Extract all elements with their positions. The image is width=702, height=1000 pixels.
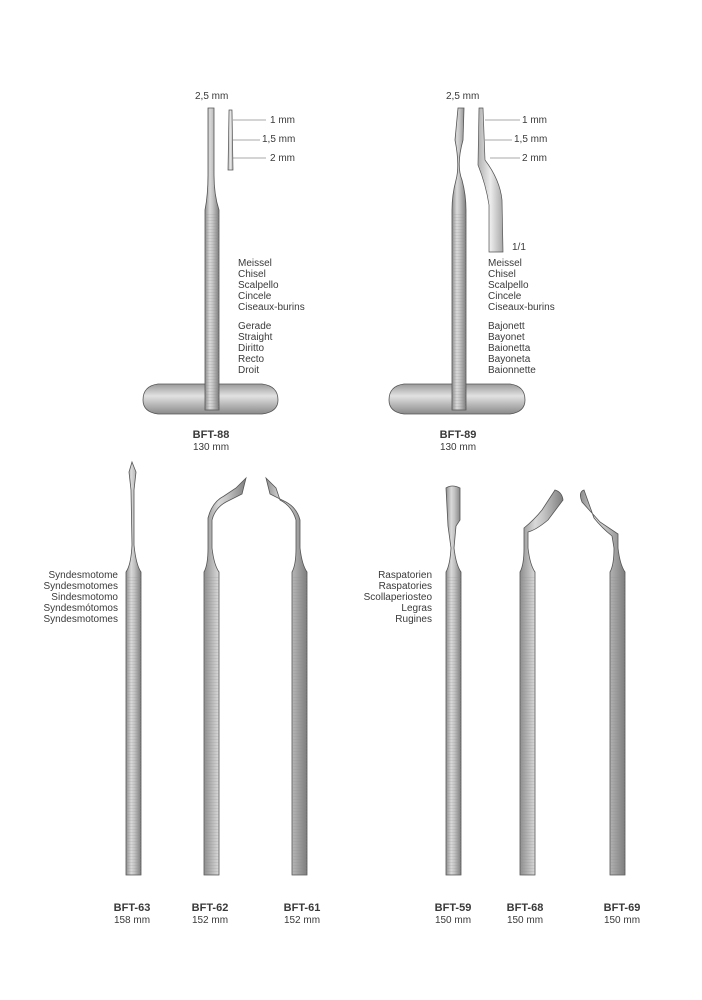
raspatory-names bbox=[332, 570, 432, 625]
raspatory-name: Scollaperiosteo bbox=[363, 592, 432, 603]
bft-59-length: 150 mm bbox=[434, 915, 472, 926]
type-name: Meissel bbox=[488, 258, 522, 269]
bft-69-length: 150 mm bbox=[603, 915, 641, 926]
bft-89-scale: 1/1 bbox=[512, 242, 526, 253]
bft-59-illustration bbox=[446, 486, 461, 875]
bft-68-illustration bbox=[520, 490, 563, 875]
bft-63-length: 158 mm bbox=[113, 915, 151, 926]
bft-68-code: BFT-68 bbox=[506, 902, 544, 914]
type-name: Scalpello bbox=[238, 280, 279, 291]
bft-89-width-label: 2,5 mm bbox=[446, 91, 480, 102]
type-name: Meissel bbox=[238, 258, 272, 269]
type-name: Ciseaux-burins bbox=[238, 302, 305, 313]
bft-89-length: 130 mm bbox=[439, 442, 477, 453]
bft-88-depth-3: 2 mm bbox=[270, 153, 295, 164]
shape-name: Baionetta bbox=[488, 343, 531, 354]
type-name: Scalpello bbox=[488, 280, 529, 291]
bft-88-width-label: 2,5 mm bbox=[195, 91, 229, 102]
type-name: Cincele bbox=[238, 291, 272, 302]
type-name: Ciseaux-burins bbox=[488, 302, 555, 313]
bft-61-code: BFT-61 bbox=[283, 902, 321, 914]
bft-89-depth-2: 1,5 mm bbox=[514, 134, 548, 145]
bft-61-illustration bbox=[266, 478, 307, 875]
shape-name: Recto bbox=[238, 354, 265, 365]
syndesmotome-name: Syndesmotome bbox=[48, 570, 118, 581]
shape-name: Droit bbox=[238, 365, 260, 376]
bft-68-length: 150 mm bbox=[506, 915, 544, 926]
bft-62-code: BFT-62 bbox=[191, 902, 229, 914]
syndesmotome-name: Syndesmótomos bbox=[43, 603, 118, 614]
bft-89-code: BFT-89 bbox=[439, 429, 477, 441]
bft-88-code: BFT-88 bbox=[192, 429, 230, 441]
bft-59-code: BFT-59 bbox=[434, 902, 472, 914]
bft-88-length: 130 mm bbox=[192, 442, 230, 453]
bft-89-shape-names bbox=[488, 321, 536, 376]
shape-name: Bajonett bbox=[488, 321, 525, 332]
type-name: Chisel bbox=[488, 269, 516, 280]
bft-88-type-names bbox=[238, 258, 305, 313]
bft-63-code: BFT-63 bbox=[113, 902, 151, 914]
bft-62-illustration bbox=[204, 478, 246, 875]
raspatory-name: Rugines bbox=[395, 614, 432, 625]
syndesmotome-name: Syndesmotomes bbox=[43, 614, 118, 625]
shape-name: Straight bbox=[238, 332, 273, 343]
bft-88-shape-names bbox=[238, 321, 272, 376]
syndesmotome-names bbox=[18, 570, 118, 625]
bft-63-illustration bbox=[126, 462, 141, 875]
shape-name: Bayonet bbox=[488, 332, 525, 343]
type-name: Chisel bbox=[238, 269, 266, 280]
shape-name: Diritto bbox=[238, 343, 265, 354]
bft-62-length: 152 mm bbox=[191, 915, 229, 926]
bft-89-depth-1: 1 mm bbox=[522, 115, 547, 126]
bft-88-depth-2: 1,5 mm bbox=[262, 134, 296, 145]
type-name: Cincele bbox=[488, 291, 522, 302]
bft-61-length: 152 mm bbox=[283, 915, 321, 926]
shape-name: Bayoneta bbox=[488, 354, 531, 365]
shape-name: Gerade bbox=[238, 321, 272, 332]
raspatory-name: Raspatories bbox=[378, 581, 432, 592]
syndesmotome-name: Syndesmotomes bbox=[43, 581, 118, 592]
shape-name: Baionnette bbox=[488, 365, 536, 376]
bft-69-code: BFT-69 bbox=[603, 902, 641, 914]
bft-69-illustration bbox=[580, 490, 625, 875]
bft-89-type-names bbox=[488, 258, 555, 313]
raspatory-name: Raspatorien bbox=[378, 570, 432, 581]
bft-89-depth-3: 2 mm bbox=[522, 153, 547, 164]
bft-88-depth-1: 1 mm bbox=[270, 115, 295, 126]
syndesmotome-name: Sindesmotomo bbox=[51, 592, 118, 603]
raspatory-name: Legras bbox=[401, 603, 432, 614]
